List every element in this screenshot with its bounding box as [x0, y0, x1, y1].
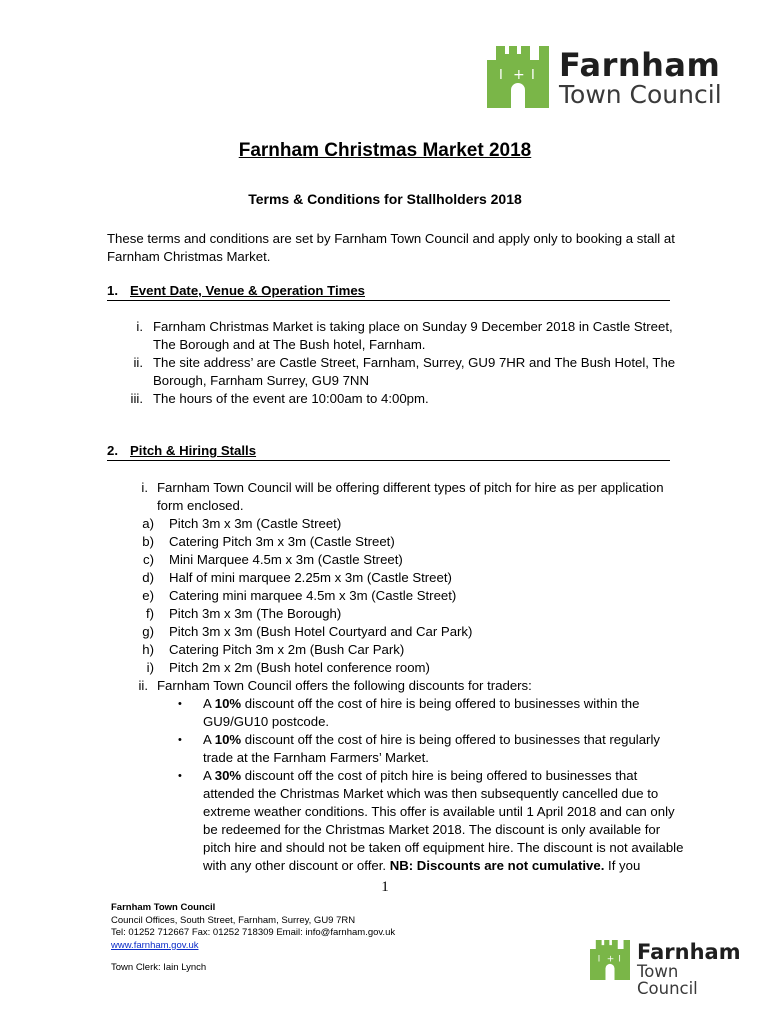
pitch-marker: e): [142, 588, 154, 603]
discount-line: GU9/GU10 postcode.: [203, 714, 330, 729]
discount-line: A 10% discount off the cost of hire is being offered to businesses within the: [203, 696, 640, 711]
section-1-heading: [107, 283, 670, 301]
svg-text:I: I: [531, 68, 535, 83]
list-marker: i.: [141, 480, 148, 495]
pitch-marker: a): [142, 516, 154, 531]
list-item-text: Borough, Farnham Surrey, GU9 7NN: [153, 373, 369, 388]
document-subtitle: Terms & Conditions for Stallholders 2018: [248, 191, 522, 207]
discount-line: trade at the Farnham Farmers’ Market.: [203, 750, 429, 765]
castle-tower-icon: [487, 46, 549, 108]
footer: [111, 902, 396, 973]
bullet-icon: •: [178, 698, 182, 710]
discount-line: A 30% discount off the cost of pitch hire is being offered to businesses that: [203, 768, 638, 783]
pitch-marker: g): [142, 624, 154, 639]
list-item-text: Farnham Christmas Market is taking place on Sunday 9 December 2018 in Castle Street,: [153, 319, 673, 334]
discount-value: 30%: [214, 768, 242, 783]
bullet-icon: •: [178, 770, 182, 782]
pitch-marker: i): [146, 660, 154, 675]
svg-text:I: I: [597, 953, 601, 964]
pitch-item: Pitch 3m x 3m (Castle Street): [169, 516, 342, 531]
footer-org: Farnham Town Council: [111, 902, 216, 913]
list-marker: ii.: [138, 678, 148, 693]
intro-line-1: These terms and conditions are set by Farnham Town Council and apply only to booking a stall at: [107, 231, 675, 246]
discount-line: extreme weather conditions. This offer is available until 1 April 2018 and can only: [203, 804, 675, 819]
pitch-item: Catering Pitch 3m x 3m (Castle Street): [169, 534, 395, 549]
pitch-item: Catering Pitch 3m x 2m (Bush Car Park): [169, 642, 405, 657]
footer-clerk: Town Clerk: Iain Lynch: [111, 962, 207, 973]
discount-line: attended the Christmas Market which was then subsequently cancelled due to: [203, 786, 659, 801]
list-item-text: The site address’ are Castle Street, Farnham, Surrey, GU9 7HR and The Bush Hotel, The: [153, 355, 676, 370]
bullet-icon: •: [178, 734, 182, 746]
pitch-marker: f): [145, 606, 154, 621]
discount-line: pitch hire and should not be taken off equipment hire. The discount is not available: [203, 840, 684, 855]
list-item-text: Farnham Town Council will be offering different types of pitch for hire as per application: [157, 480, 664, 495]
list-marker: iii.: [130, 391, 143, 406]
pitch-marker: c): [143, 552, 154, 567]
section-2-heading: [107, 443, 670, 461]
list-item-text: Farnham Town Council offers the following discounts for traders:: [157, 678, 532, 693]
section-1-title: Event Date, Venue & Operation Times: [130, 283, 366, 298]
discount-line: be redeemed for the Christmas Market 2018. The discount is only available for: [203, 822, 661, 837]
section-2-number: 2.: [107, 443, 118, 458]
pitch-item: Mini Marquee 4.5m x 3m (Castle Street): [169, 552, 403, 567]
intro-line-2: Farnham Christmas Market.: [107, 249, 271, 264]
discount-value: 10%: [214, 696, 242, 711]
pitch-item: Pitch 3m x 3m (Bush Hotel Courtyard and Car Park): [169, 624, 473, 639]
logo-name: Farnham: [637, 940, 741, 964]
footer-address: Council Offices, South Street, Farnham, Surrey, GU9 7RN: [111, 914, 356, 926]
list-item-text: The hours of the event are 10:00am to 4:00pm.: [153, 391, 429, 406]
discount-value: 10%: [214, 732, 242, 747]
footer-website-link[interactable]: www.farnham.gov.uk: [111, 939, 199, 951]
discount-line: A 10% discount off the cost of hire is being offered to businesses that regularly: [203, 732, 660, 747]
logo-name: Farnham: [559, 46, 721, 84]
list-marker: ii.: [133, 355, 143, 370]
footer-logo: [590, 940, 741, 998]
list-item-text: form enclosed.: [157, 498, 244, 513]
section-1-number: 1.: [107, 283, 118, 298]
page-number: 1: [381, 879, 389, 895]
logo-subtitle: Town Council: [637, 962, 698, 998]
document-title: Farnham Christmas Market 2018: [238, 140, 532, 161]
pitch-item: Pitch 2m x 2m (Bush hotel conference room): [169, 660, 430, 675]
svg-text:I: I: [499, 68, 503, 83]
footer-contact: Tel: 01252 712667 Fax: 01252 718309 Email: info@farnham.gov.uk: [111, 927, 396, 938]
discount-line: with any other discount or offer. NB: Discounts are not cumulative. If you: [203, 858, 641, 873]
pitch-marker: b): [142, 534, 154, 549]
pitch-item: Pitch 3m x 3m (The Borough): [169, 606, 342, 621]
svg-text:I: I: [618, 953, 621, 964]
svg-text:+: +: [606, 954, 615, 965]
section-2-title: Pitch & Hiring Stalls: [130, 443, 257, 458]
logo-subtitle: Town Council: [559, 80, 722, 109]
council-logo: [487, 46, 727, 110]
pitch-item: Half of mini marquee 2.25m x 3m (Castle Street): [169, 570, 452, 585]
list-marker: i.: [136, 319, 143, 334]
pitch-marker: d): [142, 570, 154, 585]
svg-text:+: +: [513, 67, 525, 83]
pitch-marker: h): [142, 642, 154, 657]
discount-note: NB: Discounts are not cumulative.: [389, 858, 605, 873]
list-item-text: The Borough and at The Bush hotel, Farnham.: [153, 337, 426, 352]
castle-tower-icon: [590, 940, 630, 980]
pitch-item: Catering mini marquee 4.5m x 3m (Castle Street): [169, 588, 457, 603]
